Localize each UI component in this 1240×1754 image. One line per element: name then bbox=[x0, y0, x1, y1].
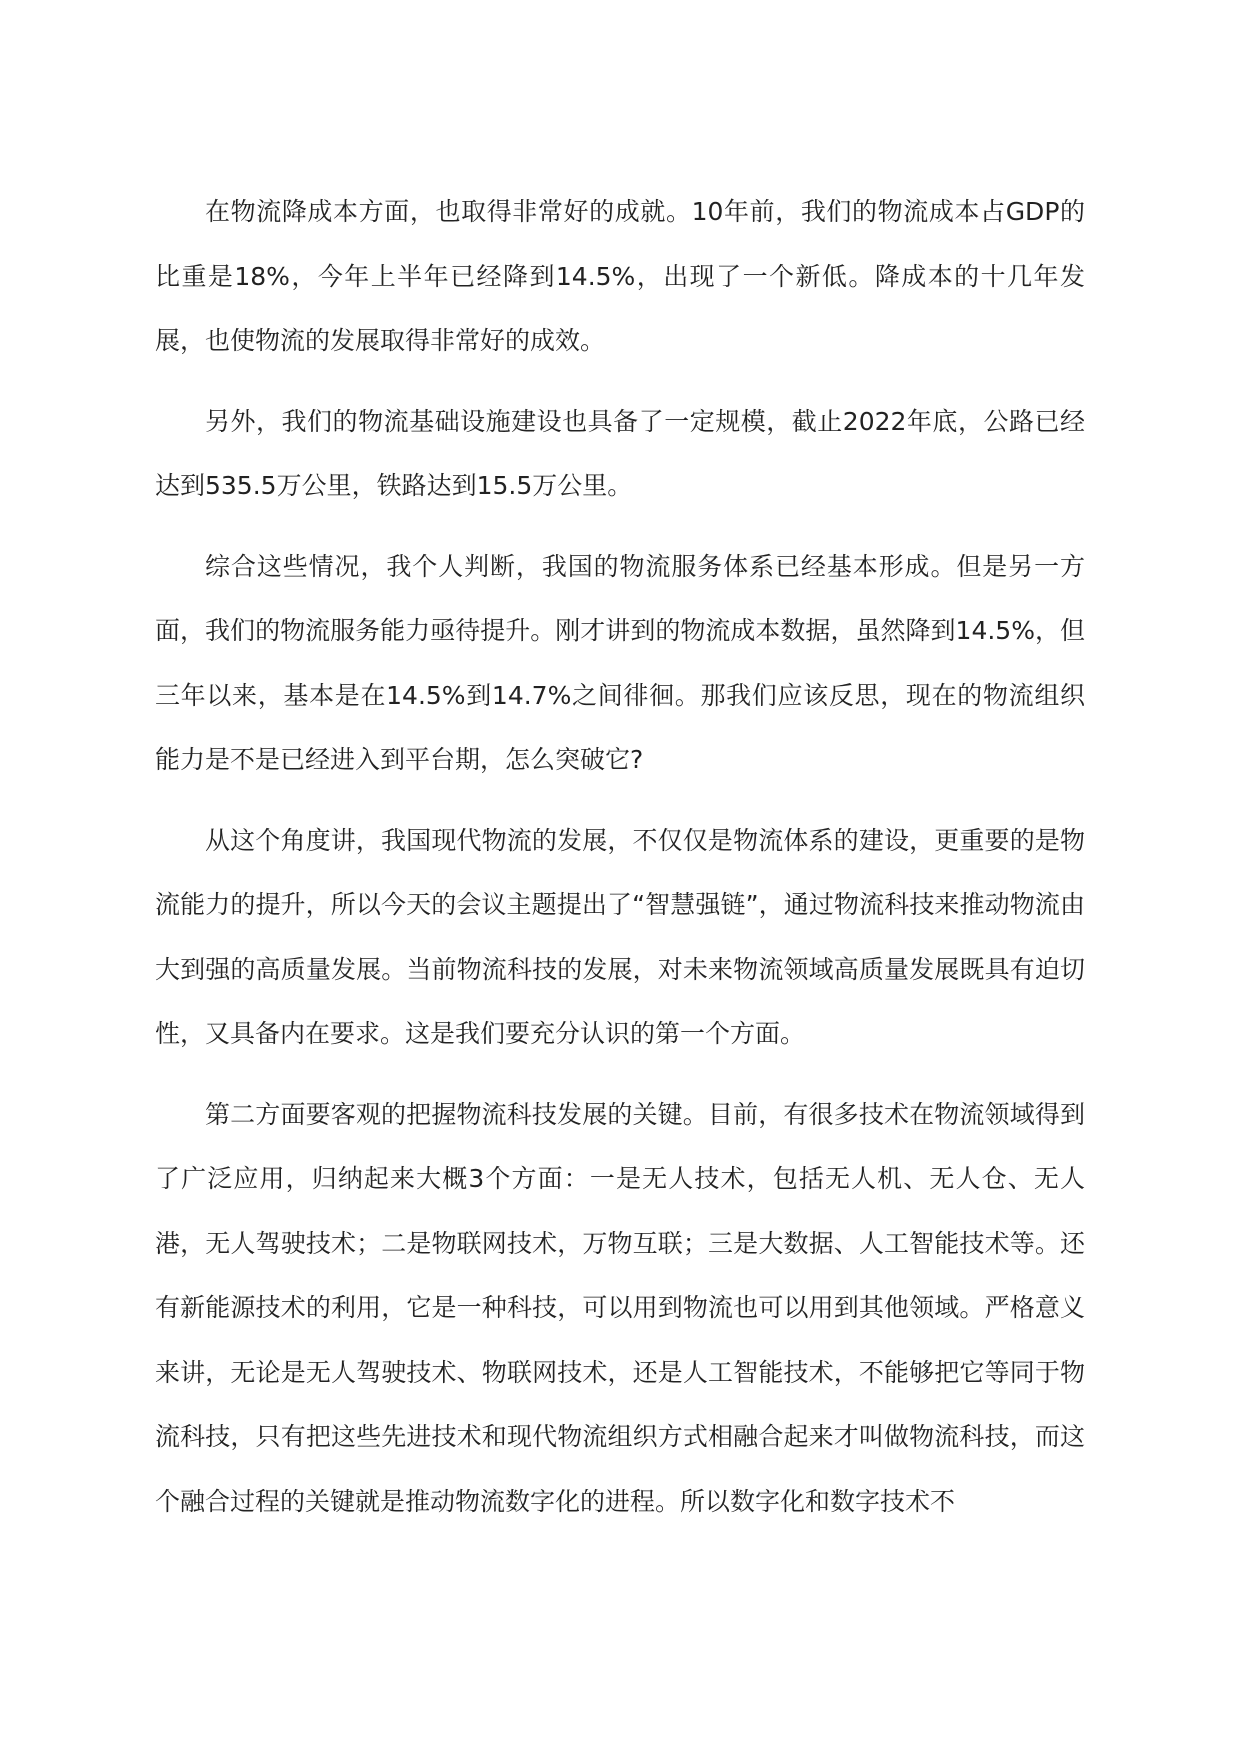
paragraph-technology-key: 第二方面要客观的把握物流科技发展的关键。目前，有很多技术在物流领域得到了广泛应用，归纳起来大概3个方面：一是无人技术，包括无人机、无人仓、无人港，无人驾驶技术；二是物联网技术，万物互联；三是大数据、人工智能技术等。还有新能源技术的利用，它是一种科技，可以用到物流也可以用到其他领域。严格意义来讲，无论是无人驾驶技术、物联网技术，还是人工智能技术，不能够把它等同于物流科技，只有把这些先进技术和现代物流组织方式相融合起来才叫做物流科技，而这个融合过程的关键就是推动物流数字化的进程。所以数字化和数字技术不 bbox=[155, 1099, 1085, 1516]
paragraph-cost-reduction: 在物流降成本方面，也取得非常好的成就。10年前，我们的物流成本占GDP的比重是18%，今年上半年已经降到14.5%，出现了一个新低。降成本的十几年发展，也使物流的发展取得非常好的成效。 bbox=[155, 197, 1085, 355]
paragraph-capability-upgrade: 从这个角度讲，我国现代物流的发展，不仅仅是物流体系的建设，更重要的是物流能力的提升，所以今天的会议主题提出了“智慧强链”，通过物流科技来推动物流由大到强的高质量发展。当前物流科技的发展，对未来物流领域高质量发展既具有迫切性，又具备内在要求。这是我们要充分认识的第一个方面。 bbox=[155, 825, 1085, 1048]
paragraph-infrastructure: 另外，我们的物流基础设施建设也具备了一定规模，截止2022年底，公路已经达到535.5万公里，铁路达到15.5万公里。 bbox=[155, 406, 1085, 500]
paragraph-service-capacity: 综合这些情况，我个人判断，我国的物流服务体系已经基本形成。但是另一方面，我们的物流服务能力亟待提升。刚才讲到的物流成本数据，虽然降到14.5%，但三年以来，基本是在14.5%到14.7%之间徘徊。那我们应该反思，现在的物流组织能力是不是已经进入到平台期，怎么突破它? bbox=[155, 551, 1085, 774]
document-body bbox=[155, 180, 1085, 1550]
